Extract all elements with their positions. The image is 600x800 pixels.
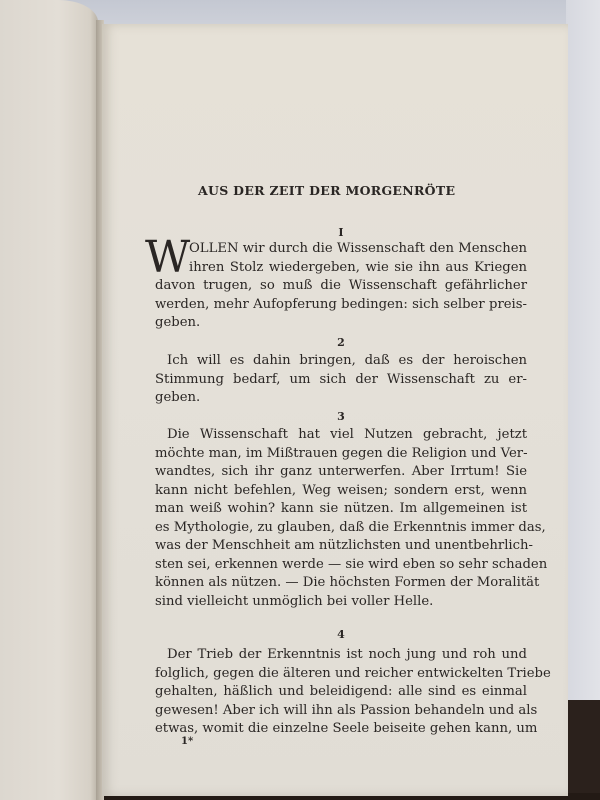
text-line: möchte man, im Mißtrauen gegen die Religion und Ver- [155,445,528,461]
text-line: werden, mehr Aufopferung bedingen: sich selber preis- [155,296,527,312]
text-line: sind vielleicht unmöglich bei voller Helle. [155,593,434,609]
text-line: geben. [155,390,201,405]
text-line: können als nützen. — Die höchsten Formen der Moralität [155,575,540,590]
text-line: gehalten, häßlich und beleidigend: alle sind es einmal [155,684,527,699]
text-line: wandtes, sich ihr ganz unterwerfen. Aber Irrtum! Sie [155,464,527,479]
section-number-4: 4 [337,628,345,641]
running-heading: AUS DER ZEIT DER MORGENRÖTE [198,183,456,198]
text-line: was der Menschheit am nützlichsten und unentbehrlich- [155,538,533,553]
text-line: ihren Stolz wiedergeben, wie sie ihn aus Kriegen [189,259,527,275]
signature-mark: 1* [181,736,194,747]
drop-cap: W [145,232,191,283]
text-line: Der Trieb der Erkenntnis ist noch jung und roh und [167,647,527,662]
section-1-paragraph [145,232,527,333]
section-4-paragraph [155,646,551,739]
text-line: geben. [155,315,201,330]
text-line: kann nicht befehlen, Weg weisen; sondern erst, wenn [155,482,527,498]
text-line: man weiß wohin? kann sie nützen. Im allgemeinen ist [155,501,527,516]
section-number-2: 2 [337,336,345,349]
background-surface [566,0,600,700]
section-3-paragraph [155,426,548,611]
left-page [0,0,98,800]
text-line: es Mythologie, zu glauben, daß die Erkenntnis immer das, [155,519,546,535]
section-number-1: I [338,226,344,239]
text-line: OLLEN wir durch die Wissenschaft den Menschen [189,241,527,256]
text-line: davon trugen, so muß die Wissenschaft gefährlicher [155,278,527,293]
section-number-3: 3 [337,410,345,423]
text-line: gewesen! Aber ich will ihn als Passion behandeln und als [155,702,538,718]
section-2-paragraph [155,352,527,408]
text-line: folglich, gegen die älteren und reicher entwickelten Triebe [155,665,551,681]
text-line: etwas, womit die einzelne Seele beiseite gehen kann, um [155,721,538,736]
text-line: Die Wissenschaft hat viel Nutzen gebracht, jetzt [167,427,527,442]
text-line: Ich will es dahin bringen, daß es der heroischen [167,353,527,368]
text-line: Stimmung bedarf, um sich der Wissenschaft zu er- [155,371,527,387]
text-line: sten sei, erkennen werde — sie wird eben so sehr schaden [155,556,548,572]
